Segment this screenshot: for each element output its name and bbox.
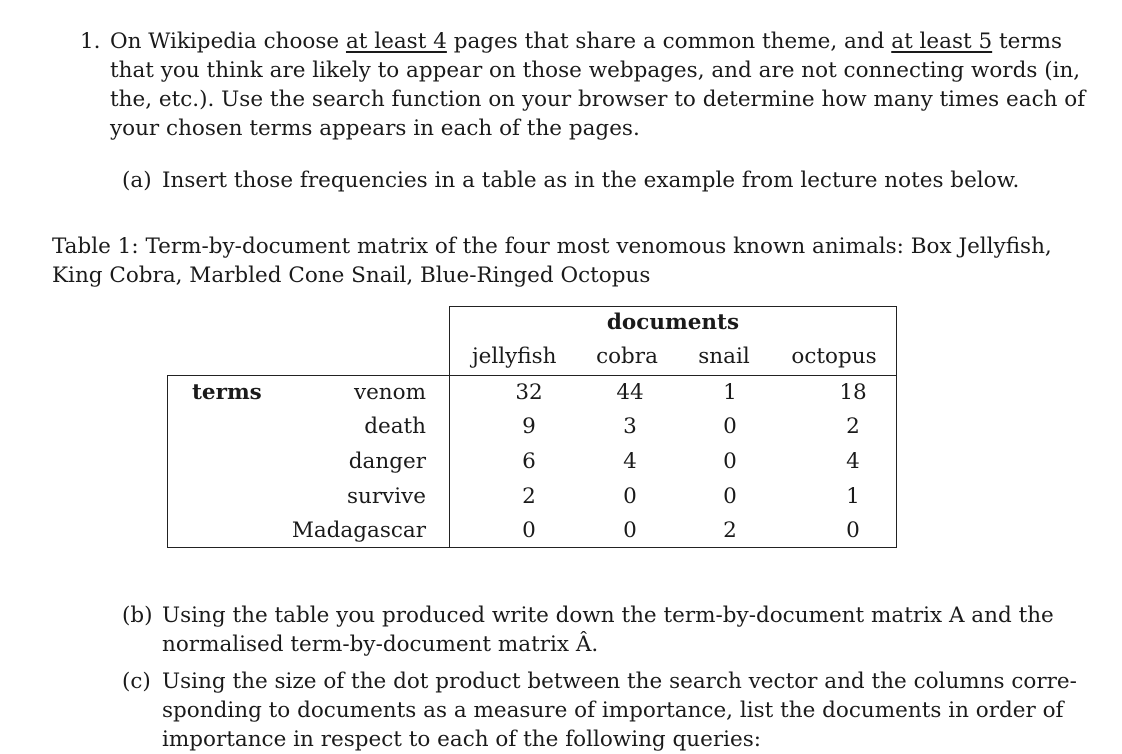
question-line-4: your chosen terms appears in each of the pages. <box>110 116 640 141</box>
part-c-line-1: Using the size of the dot product between the search vector and the columns corre- <box>162 669 1077 694</box>
question-line-1: On Wikipedia choose at least 4 pages that share a common theme, and at least 5 terms <box>110 29 1063 54</box>
terms-header: terms <box>192 380 262 405</box>
cell: 0 <box>623 518 637 543</box>
question-number: 1. <box>80 29 101 54</box>
cell: 44 <box>616 380 644 405</box>
part-c-line-3: importance in respect to each of the following queries: <box>162 727 762 752</box>
table-caption-line-2: King Cobra, Marbled Cone Snail, Blue-Ringed Octopus <box>52 263 651 288</box>
cell: 0 <box>623 484 637 509</box>
column-header-jellyfish: jellyfish <box>472 344 557 369</box>
column-header-cobra: cobra <box>596 344 658 369</box>
question-line-2: that you think are likely to appear on those webpages, and are not connecting words (in, <box>110 58 1081 83</box>
part-b-line-1: Using the table you produced write down the term-by-document matrix A and the <box>162 603 1054 628</box>
cell: 0 <box>723 484 737 509</box>
cell: 0 <box>723 449 737 474</box>
cell: 0 <box>723 414 737 439</box>
row-term-danger: danger <box>348 449 426 474</box>
row-term-survive: survive <box>346 484 426 509</box>
cell: 4 <box>846 449 860 474</box>
cell: 18 <box>839 380 867 405</box>
cell: 0 <box>522 518 536 543</box>
cell: 0 <box>846 518 860 543</box>
table-caption-line-1: Table 1: Term-by-document matrix of the four most venomous known animals: Box Jellyfish, <box>52 234 1052 259</box>
row-term-death: death <box>364 414 426 439</box>
underline-at-least-5: at least 5 <box>891 29 993 54</box>
column-header-octopus: octopus <box>791 344 877 369</box>
cell: 2 <box>723 518 737 543</box>
cell: 3 <box>623 414 637 439</box>
underline-at-least-4: at least 4 <box>345 29 447 54</box>
question-line-3: the, etc.). Use the search function on your browser to determine how many times each of <box>110 87 1086 112</box>
cell: 2 <box>522 484 536 509</box>
part-a-label: (a) <box>122 168 152 193</box>
cell: 1 <box>846 484 860 509</box>
part-b-line-2: normalised term-by-document matrix Â. <box>162 632 599 657</box>
cell: 6 <box>522 449 536 474</box>
header-divider <box>449 375 897 376</box>
cell: 4 <box>623 449 637 474</box>
cell: 2 <box>846 414 860 439</box>
part-b-label: (b) <box>122 603 153 628</box>
cell: 1 <box>723 380 737 405</box>
row-term-venom: venom <box>353 380 426 405</box>
cell: 9 <box>522 414 536 439</box>
part-c-label: (c) <box>122 669 151 694</box>
cell: 32 <box>515 380 543 405</box>
part-a-text: Insert those frequencies in a table as in the example from lecture notes below. <box>162 168 1020 193</box>
documents-header: documents <box>606 310 740 335</box>
part-c-line-2: sponding to documents as a measure of importance, list the documents in order of <box>162 698 1064 723</box>
column-header-snail: snail <box>698 344 750 369</box>
row-term-madagascar: Madagascar <box>291 518 426 543</box>
